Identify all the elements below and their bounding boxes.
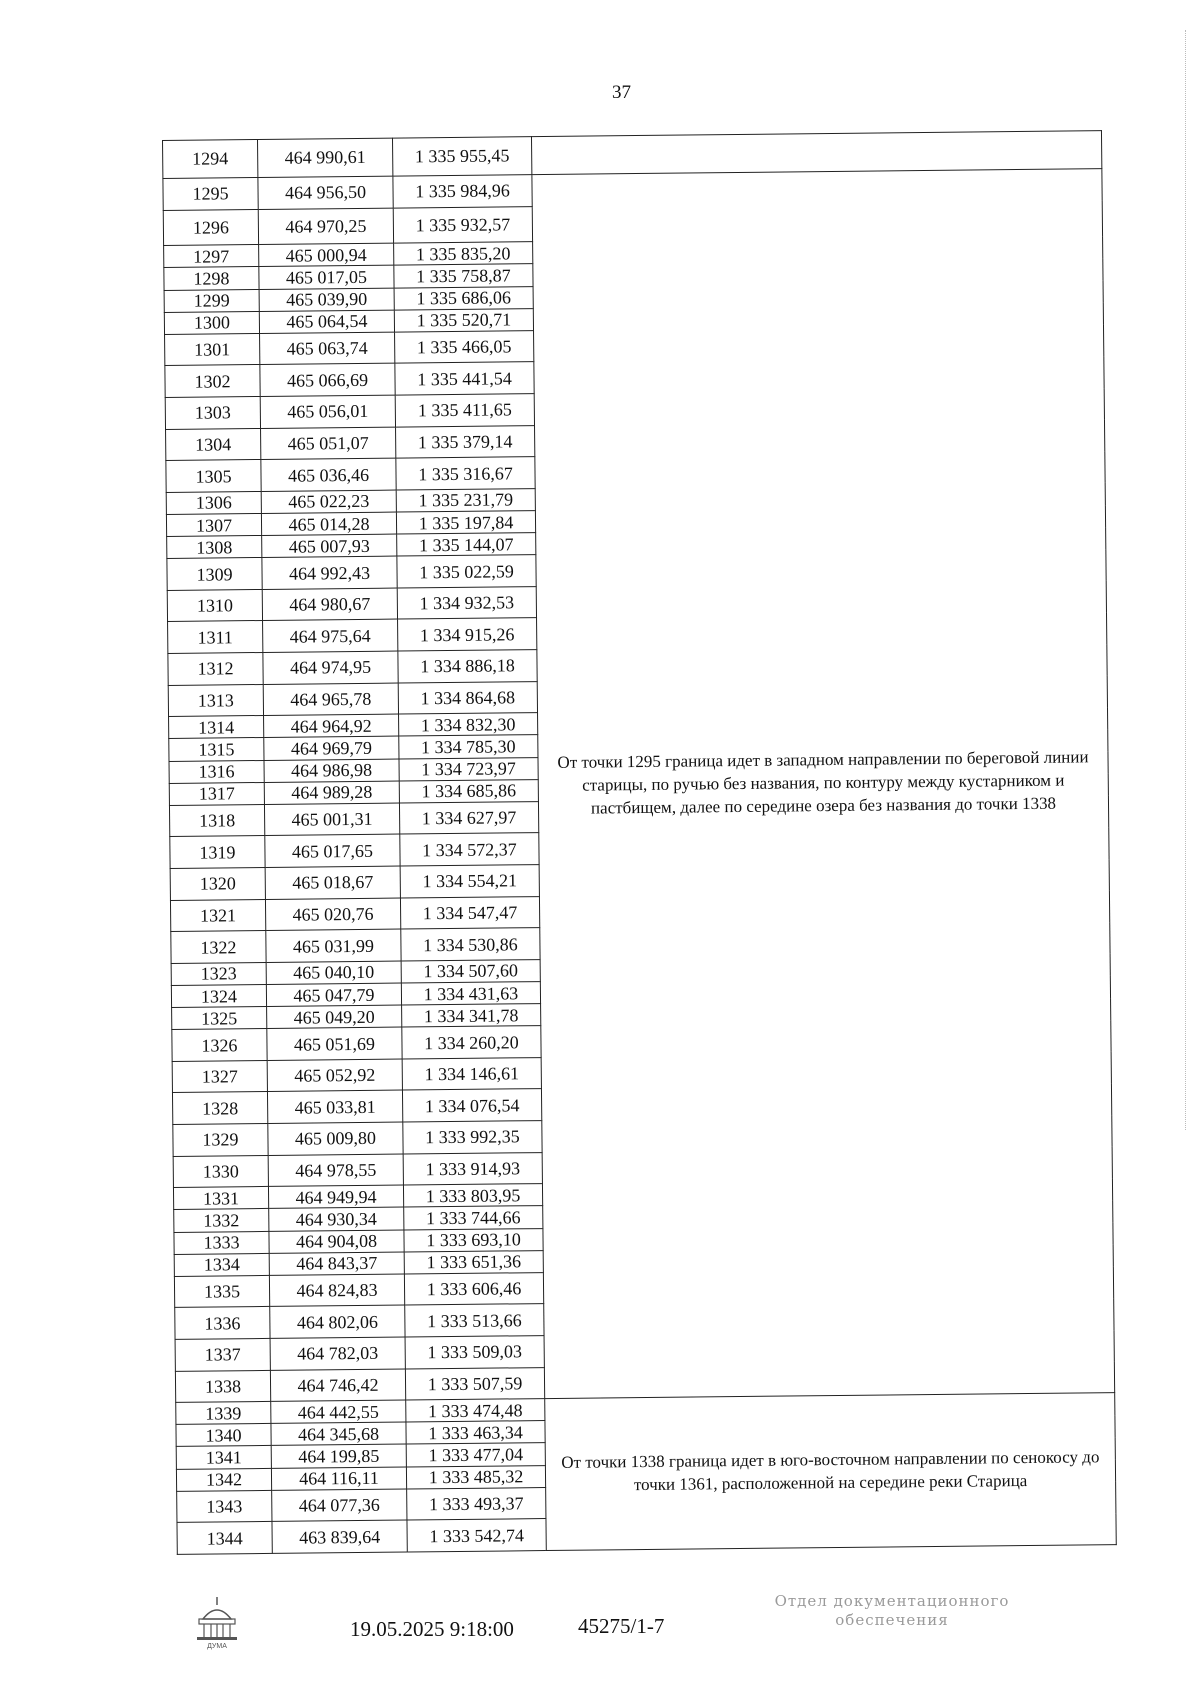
x-coordinate-cell: 465 014,28 [261,512,396,536]
y-coordinate-cell: 1 335 379,14 [396,425,535,458]
point-number-cell: 1307 [166,513,261,536]
point-number-cell: 1327 [172,1060,267,1093]
y-coordinate-cell: 1 334 864,68 [398,681,537,714]
y-coordinate-cell: 1 334 431,63 [401,982,540,1006]
y-coordinate-cell: 1 334 932,53 [397,586,536,619]
x-coordinate-cell: 464 992,43 [262,556,397,589]
x-coordinate-cell: 465 052,92 [267,1059,402,1092]
footer-date: 19.05.2025 9:18:00 [350,1617,514,1641]
footer-document-code: 45275/1-7 [578,1614,665,1638]
point-number-cell: 1312 [168,653,263,686]
point-number-cell: 1329 [173,1124,268,1157]
y-coordinate-cell: 1 335 835,20 [394,242,533,266]
point-number-cell: 1301 [165,333,260,366]
y-coordinate-cell: 1 333 507,59 [405,1367,544,1400]
y-coordinate-cell: 1 335 932,57 [393,206,532,243]
y-coordinate-cell: 1 335 984,96 [393,175,532,208]
y-coordinate-cell: 1 335 022,59 [397,555,536,588]
x-coordinate-cell: 463 839,64 [272,1520,407,1553]
point-number-cell: 1334 [174,1253,269,1276]
x-coordinate-cell: 464 990,61 [258,138,393,177]
x-coordinate-cell: 464 116,11 [271,1467,406,1491]
point-number-cell: 1310 [167,589,262,622]
point-number-cell: 1314 [169,716,264,739]
point-number-cell: 1308 [167,536,262,559]
point-number-cell: 1305 [166,460,261,493]
x-coordinate-cell: 465 031,99 [266,929,401,962]
y-coordinate-cell: 1 333 474,48 [406,1399,545,1423]
point-number-cell: 1337 [175,1338,270,1371]
x-coordinate-cell: 465 051,07 [261,427,396,460]
scan-margin-mark [1185,30,1200,1130]
x-coordinate-cell: 465 049,20 [267,1005,402,1029]
y-coordinate-cell: 1 334 076,54 [402,1089,541,1122]
boundary-description-cell [531,131,1101,175]
x-coordinate-cell: 464 802,06 [270,1305,405,1338]
point-number-cell: 1322 [171,931,266,964]
x-coordinate-cell: 465 056,01 [260,395,395,428]
point-number-cell: 1315 [169,738,264,761]
point-number-cell: 1316 [169,760,264,783]
y-coordinate-cell: 1 333 744,66 [404,1206,543,1230]
x-coordinate-cell: 465 033,81 [267,1090,402,1123]
x-coordinate-cell: 465 040,10 [266,961,401,985]
point-number-cell: 1336 [175,1307,270,1340]
logo-lettering: ДУМА [207,1643,227,1650]
x-coordinate-cell: 464 965,78 [263,683,398,716]
point-number-cell: 1304 [166,428,261,461]
point-number-cell: 1324 [171,984,266,1007]
y-coordinate-cell: 1 333 485,32 [406,1465,545,1489]
y-coordinate-cell: 1 335 520,71 [394,308,533,332]
x-coordinate-cell: 464 956,50 [258,176,393,209]
x-coordinate-cell: 464 969,79 [264,736,399,760]
y-coordinate-cell: 1 333 477,04 [406,1443,545,1467]
x-coordinate-cell: 464 989,28 [264,781,399,805]
y-coordinate-cell: 1 333 542,74 [407,1519,546,1552]
point-number-cell: 1333 [174,1231,269,1254]
y-coordinate-cell: 1 333 509,03 [405,1336,544,1369]
point-number-cell: 1311 [168,621,263,654]
point-number-cell: 1306 [166,491,261,514]
point-number-cell: 1332 [174,1209,269,1232]
y-coordinate-cell: 1 333 914,93 [403,1152,542,1185]
y-coordinate-cell: 1 333 463,34 [406,1421,545,1445]
point-number-cell: 1319 [170,836,265,869]
x-coordinate-cell: 464 824,83 [269,1274,404,1307]
y-coordinate-cell: 1 334 554,21 [400,865,539,898]
point-number-cell: 1339 [176,1402,271,1425]
stamp-line-1: Отдел документационного [774,1592,1010,1610]
x-coordinate-cell: 464 843,37 [269,1252,404,1276]
x-coordinate-cell: 464 970,25 [258,208,393,245]
x-coordinate-cell: 464 964,92 [264,714,399,738]
x-coordinate-cell: 464 077,36 [272,1489,407,1522]
point-number-cell: 1330 [173,1155,268,1188]
y-coordinate-cell: 1 334 785,30 [399,735,538,759]
y-coordinate-cell: 1 333 493,37 [407,1487,546,1520]
y-coordinate-cell: 1 335 144,07 [397,533,536,557]
x-coordinate-cell: 465 009,80 [268,1122,403,1155]
point-number-cell: 1341 [176,1446,271,1469]
point-number-cell: 1331 [173,1187,268,1210]
x-coordinate-cell: 465 020,76 [265,898,400,931]
point-number-cell: 1295 [163,177,258,210]
point-number-cell: 1302 [165,365,260,398]
y-coordinate-cell: 1 335 466,05 [395,330,534,363]
x-coordinate-cell: 464 930,34 [269,1207,404,1231]
point-number-cell: 1335 [174,1275,269,1308]
boundary-description-cell: От точки 1338 граница идет в юго-восточном направлении по сенокосу до точки 1361, расположенной на середине реки Старица [545,1393,1117,1551]
point-number-cell: 1317 [169,782,264,805]
point-number-cell: 1313 [168,684,263,717]
x-coordinate-cell: 465 036,46 [261,458,396,491]
point-number-cell: 1296 [163,209,258,246]
y-coordinate-cell: 1 334 832,30 [399,713,538,737]
point-number-cell: 1299 [164,289,259,312]
x-coordinate-cell: 465 007,93 [262,534,397,558]
point-number-cell: 1328 [172,1092,267,1125]
x-coordinate-cell: 465 000,94 [259,243,394,267]
x-coordinate-cell: 464 199,85 [271,1444,406,1468]
x-coordinate-cell: 464 986,98 [264,759,399,783]
y-coordinate-cell: 1 334 685,86 [399,779,538,803]
y-coordinate-cell: 1 335 686,06 [394,286,533,310]
department-stamp [742,1592,1042,1630]
coordinates-table-wrapper [162,130,1117,1555]
stamp-line-2: обеспечения [835,1610,949,1629]
y-coordinate-cell: 1 334 507,60 [401,959,540,983]
x-coordinate-cell: 464 345,68 [271,1422,406,1446]
duma-logo-icon [193,1595,241,1651]
point-number-cell: 1340 [176,1424,271,1447]
point-number-cell: 1320 [170,867,265,900]
y-coordinate-cell: 1 335 316,67 [396,457,535,490]
point-number-cell: 1343 [177,1490,272,1523]
point-number-cell: 1300 [164,311,259,334]
point-number-cell: 1309 [167,558,262,591]
y-coordinate-cell: 1 335 411,65 [395,394,534,427]
x-coordinate-cell: 464 904,08 [269,1230,404,1254]
coordinates-table-body [163,131,1117,1555]
y-coordinate-cell: 1 334 886,18 [398,650,537,683]
x-coordinate-cell: 465 001,31 [264,803,399,836]
y-coordinate-cell: 1 334 572,37 [400,833,539,866]
y-coordinate-cell: 1 335 197,84 [396,511,535,535]
x-coordinate-cell: 465 018,67 [265,866,400,899]
x-coordinate-cell: 465 064,54 [259,310,394,334]
x-coordinate-cell: 465 039,90 [259,288,394,312]
x-coordinate-cell: 464 980,67 [262,588,397,621]
point-number-cell: 1342 [176,1468,271,1491]
y-coordinate-cell: 1 335 955,45 [392,137,531,176]
point-number-cell: 1303 [165,397,260,430]
x-coordinate-cell: 465 047,79 [266,983,401,1007]
x-coordinate-cell: 464 746,42 [270,1369,405,1402]
x-coordinate-cell: 465 022,23 [261,490,396,514]
page-number: 37 [612,82,631,103]
coordinates-table [162,130,1117,1555]
boundary-description-cell: От точки 1295 граница идет в западном направлении по береговой линии старицы, по ручью без названия, по контуру между кустарником и пастбищем, далее по середине озера без названия до точки 1338 [532,169,1115,1399]
x-coordinate-cell: 465 063,74 [260,332,395,365]
y-coordinate-cell: 1 334 530,86 [401,928,540,961]
x-coordinate-cell: 465 051,69 [267,1027,402,1060]
y-coordinate-cell: 1 334 915,26 [398,618,537,651]
y-coordinate-cell: 1 335 441,54 [395,362,534,395]
y-coordinate-cell: 1 333 513,66 [405,1304,544,1337]
y-coordinate-cell: 1 334 146,61 [402,1057,541,1090]
point-number-cell: 1297 [164,245,259,268]
x-coordinate-cell: 464 949,94 [268,1185,403,1209]
x-coordinate-cell: 464 978,55 [268,1154,403,1187]
y-coordinate-cell: 1 334 341,78 [402,1004,541,1028]
x-coordinate-cell: 465 017,65 [265,834,400,867]
x-coordinate-cell: 464 974,95 [263,651,398,684]
y-coordinate-cell: 1 334 547,47 [400,896,539,929]
y-coordinate-cell: 1 333 651,36 [404,1250,543,1274]
y-coordinate-cell: 1 333 606,46 [404,1272,543,1305]
point-number-cell: 1298 [164,267,259,290]
x-coordinate-cell: 464 442,55 [271,1400,406,1424]
y-coordinate-cell: 1 333 803,95 [403,1184,542,1208]
x-coordinate-cell: 465 017,05 [259,266,394,290]
point-number-cell: 1326 [172,1029,267,1062]
y-coordinate-cell: 1 335 231,79 [396,489,535,513]
point-number-cell: 1325 [172,1007,267,1030]
y-coordinate-cell: 1 334 627,97 [399,801,538,834]
point-number-cell: 1321 [170,899,265,932]
x-coordinate-cell: 464 975,64 [263,620,398,653]
x-coordinate-cell: 465 066,69 [260,364,395,397]
point-number-cell: 1338 [175,1370,270,1403]
y-coordinate-cell: 1 335 758,87 [394,264,533,288]
point-number-cell: 1323 [171,962,266,985]
y-coordinate-cell: 1 333 693,10 [404,1228,543,1252]
x-coordinate-cell: 464 782,03 [270,1337,405,1370]
point-number-cell: 1294 [163,139,258,178]
y-coordinate-cell: 1 334 723,97 [399,757,538,781]
y-coordinate-cell: 1 334 260,20 [402,1026,541,1059]
point-number-cell: 1344 [177,1522,272,1555]
y-coordinate-cell: 1 333 992,35 [403,1121,542,1154]
point-number-cell: 1318 [169,804,264,837]
